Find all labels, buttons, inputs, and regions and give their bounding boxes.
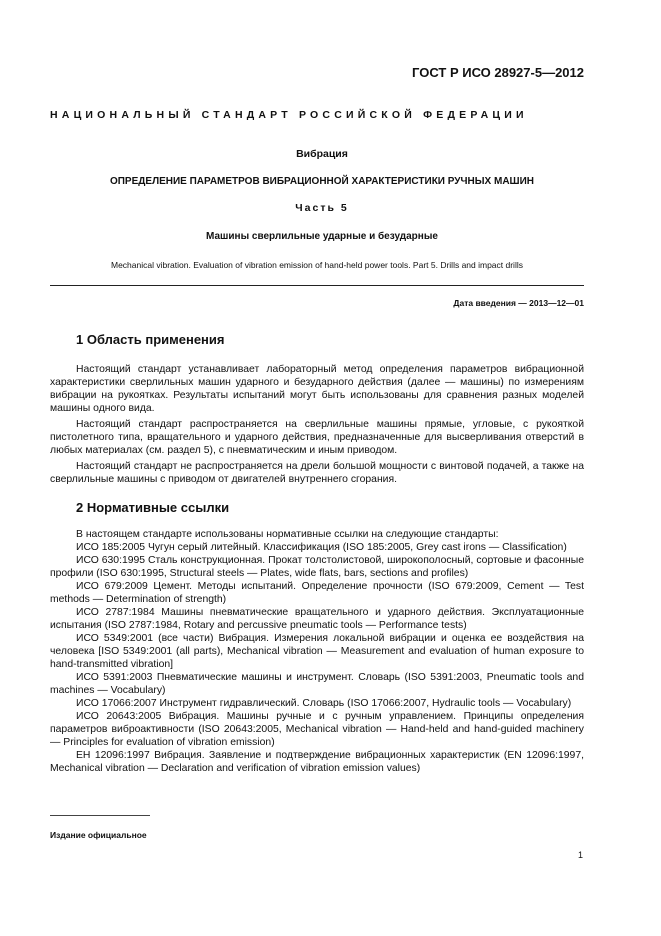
- reference-item: ИСО 20643:2005 Вибрация. Машины ручные и с ручным управлением. Принципы определения параметров виброактивности (ISO 20643:2005, Mechanical vibration — Hand-held and hand-guided machinery — Principles for evaluation of vibration emission): [50, 711, 584, 748]
- page-number: 1: [577, 850, 583, 860]
- english-title: Mechanical vibration. Evaluation of vibration emission of hand-held power tools. Part 5. Drills and impact drills: [111, 260, 523, 270]
- reference-item: ЕН 12096:1997 Вибрация. Заявление и подтверждение вибрационных характеристик (EN 12096:1997, Mechanical vibration — Declaration and verification of vibration emission values): [50, 750, 584, 774]
- edition-label: Издание официальное: [50, 830, 147, 840]
- reference-intro: В настоящем стандарте использованы нормативные ссылки на следующие стандарты:: [76, 529, 499, 540]
- document-number: ГОСТ Р ИСО 28927-5—2012: [412, 65, 584, 80]
- reference-item: ИСО 185:2005 Чугун серый литейный. Классификация (ISO 185:2005, Grey cast irons — Classification): [76, 542, 567, 553]
- part-number: Часть 5: [295, 202, 349, 214]
- reference-item: ИСО 5349:2001 (все части) Вибрация. Измерения локальной вибрации и оценка ее воздействия на человека [ISO 5349:2001 (all parts), Mechanical vibration — Measurement and evaluation of human exposure to hand-transmitted vibration]: [50, 633, 584, 670]
- normative-references-list: [50, 528, 584, 775]
- subject-title: Вибрация: [296, 148, 348, 160]
- effective-date: Дата введения — 2013—12—01: [453, 298, 584, 308]
- reference-item: ИСО 2787:1984 Машины пневматические вращательного и ударного действия. Эксплуатационные испытания (ISO 2787:1984, Rotary and percussive pneumatic tools — Performance tests): [50, 607, 584, 631]
- section-heading-scope: 1 Область применения: [76, 332, 225, 347]
- title-divider: [50, 285, 584, 286]
- reference-item: ИСО 630:1995 Сталь конструкционная. Прокат толстолистовой, широкополосный, сортовые и фасонные профили (ISO 630:1995, Structural steels — Plates, wide flats, bars, sections and profiles): [50, 555, 584, 579]
- section-heading-normative-references: 2 Нормативные ссылки: [76, 500, 230, 515]
- national-standard-heading: НАЦИОНАЛЬНЫЙ СТАНДАРТ РОССИЙСКОЙ ФЕДЕРАЦИИ: [50, 109, 528, 121]
- main-title: ОПРЕДЕЛЕНИЕ ПАРАМЕТРОВ ВИБРАЦИОННОЙ ХАРАКТЕРИСТИКИ РУЧНЫХ МАШИН: [109, 176, 535, 187]
- scope-paragraph: Настоящий стандарт устанавливает лабораторный метод определения параметров вибрационной характеристики сверлильных машин ударного и безударного действия (далее — машины) по измерениям вибрации на рукоятках. Результаты испытаний могут быть использованы для сравнения разных моделей машины одного вида.: [50, 364, 584, 414]
- reference-item: ИСО 679:2009 Цемент. Методы испытаний. Определение прочности (ISO 679:2009, Cement — Test methods — Determination of strength): [50, 581, 584, 605]
- scope-paragraph: Настоящий стандарт не распространяется на дрели большой мощности с винтовой подачей, а также на сверлильные машины с приводом от двигателей внутреннего сгорания.: [50, 461, 584, 485]
- footer-divider: [50, 815, 150, 816]
- reference-item: ИСО 5391:2003 Пневматические машины и инструмент. Словарь (ISO 5391:2003, Pneumatic tools and machines — Vocabulary): [50, 672, 584, 696]
- part-title: Машины сверлильные ударные и безударные: [206, 231, 438, 242]
- scope-paragraph: Настоящий стандарт распространяется на сверлильные машины прямые, угловые, с рукояткой пистолетного типа, вращательного и ударного действия, предназначенные для высверливания отверстий в любых материалах (см. раздел 5), с пневматическим и иным приводом.: [50, 419, 584, 456]
- reference-item: ИСО 17066:2007 Инструмент гидравлический. Словарь (ISO 17066:2007, Hydraulic tools — Vocabulary): [76, 698, 572, 709]
